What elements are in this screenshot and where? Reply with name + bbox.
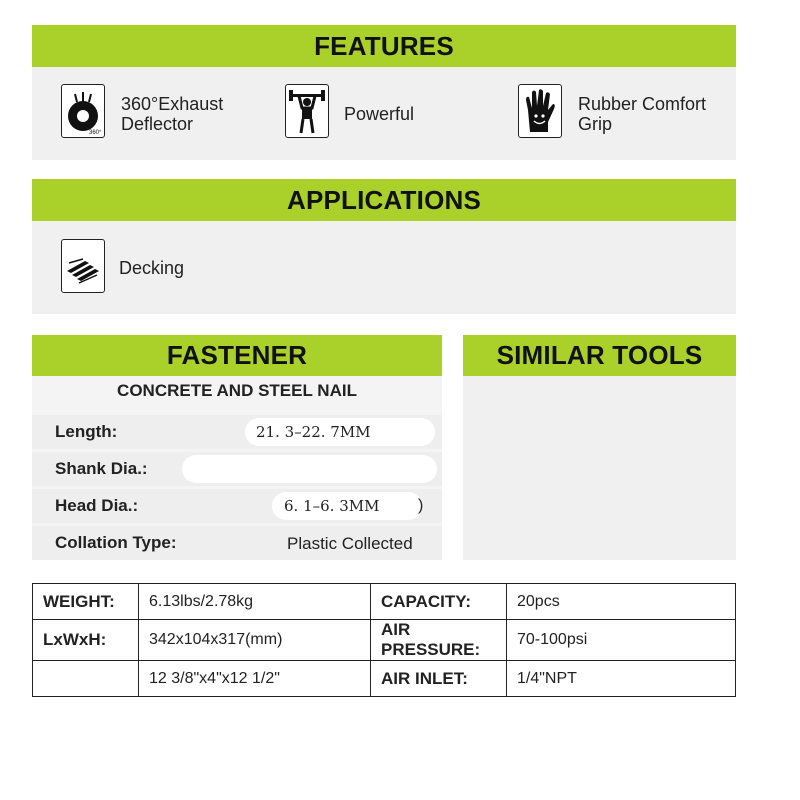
feature-grip-line2: Grip [578, 114, 613, 134]
fastener-row-collation [32, 526, 442, 560]
dims-label: LxWxH: [33, 620, 139, 661]
decking-icon [63, 241, 103, 291]
air-pressure-value: 70-100psi [507, 620, 736, 661]
air-inlet-value: 1/4"NPT [507, 661, 736, 697]
feature-grip-line1: Rubber Comfort [578, 94, 707, 114]
similar-tools-title: SIMILAR TOOLS [463, 335, 736, 376]
weightlifter-icon [287, 86, 327, 136]
feature-exhaust-line2: Deflector [121, 114, 194, 134]
fastener-row-length [32, 415, 442, 449]
feature-exhaust-icon-box [61, 84, 105, 138]
applications-panel [32, 179, 736, 314]
capacity-label: CAPACITY: [371, 584, 507, 620]
air-pressure-label: AIR PRESSURE: [371, 620, 507, 661]
feature-powerful-icon-box [285, 84, 329, 138]
collation-value: Plastic Collected [287, 534, 413, 553]
specs-table [32, 583, 736, 697]
specs-row-2 [33, 620, 736, 661]
specs-row-3 [33, 661, 736, 697]
length-value: 21. 3–22. 7MM [256, 423, 371, 441]
length-label: Length: [55, 422, 118, 441]
feature-exhaust-label [121, 94, 223, 134]
fastener-subtitle: CONCRETE AND STEEL NAIL [117, 381, 357, 400]
similar-tools-panel [463, 335, 736, 560]
application-decking-label: Decking [119, 258, 185, 278]
shank-value-mask [182, 455, 437, 483]
feature-powerful-label: Powerful [344, 104, 415, 124]
weight-value: 6.13lbs/2.78kg [139, 584, 371, 620]
application-decking-icon-box [61, 239, 105, 293]
head-value-suffix: ) [418, 497, 424, 514]
head-value: 6. 1–6. 3MM [284, 497, 380, 515]
feature-grip-label [578, 94, 706, 134]
features-title: FEATURES [32, 25, 736, 67]
head-label: Head Dia.: [55, 496, 139, 515]
weight-label: WEIGHT: [33, 584, 139, 620]
collation-label: Collation Type: [55, 533, 177, 552]
dims-imperial-value: 12 3/8"x4"x12 1/2" [139, 661, 371, 697]
fastener-row-head [32, 489, 442, 523]
dims-empty-cell [33, 661, 139, 697]
rubber-glove-icon [520, 86, 560, 136]
fastener-row-shank [32, 452, 442, 486]
applications-title: APPLICATIONS [32, 179, 736, 221]
dims-metric-value: 342x104x317(mm) [139, 620, 371, 661]
feature-grip-icon-box [518, 84, 562, 138]
air-inlet-label: AIR INLET: [371, 661, 507, 697]
exhaust-icon-text: 360° [89, 130, 102, 136]
exhaust-deflector-icon [63, 86, 103, 136]
feature-exhaust-line1: 360°Exhaust [121, 94, 224, 114]
fastener-title: FASTENER [32, 335, 442, 376]
capacity-value: 20pcs [507, 584, 736, 620]
shank-label: Shank Dia.: [55, 459, 148, 478]
features-panel [32, 25, 736, 160]
fastener-panel [32, 335, 442, 560]
specs-row-1 [33, 584, 736, 620]
